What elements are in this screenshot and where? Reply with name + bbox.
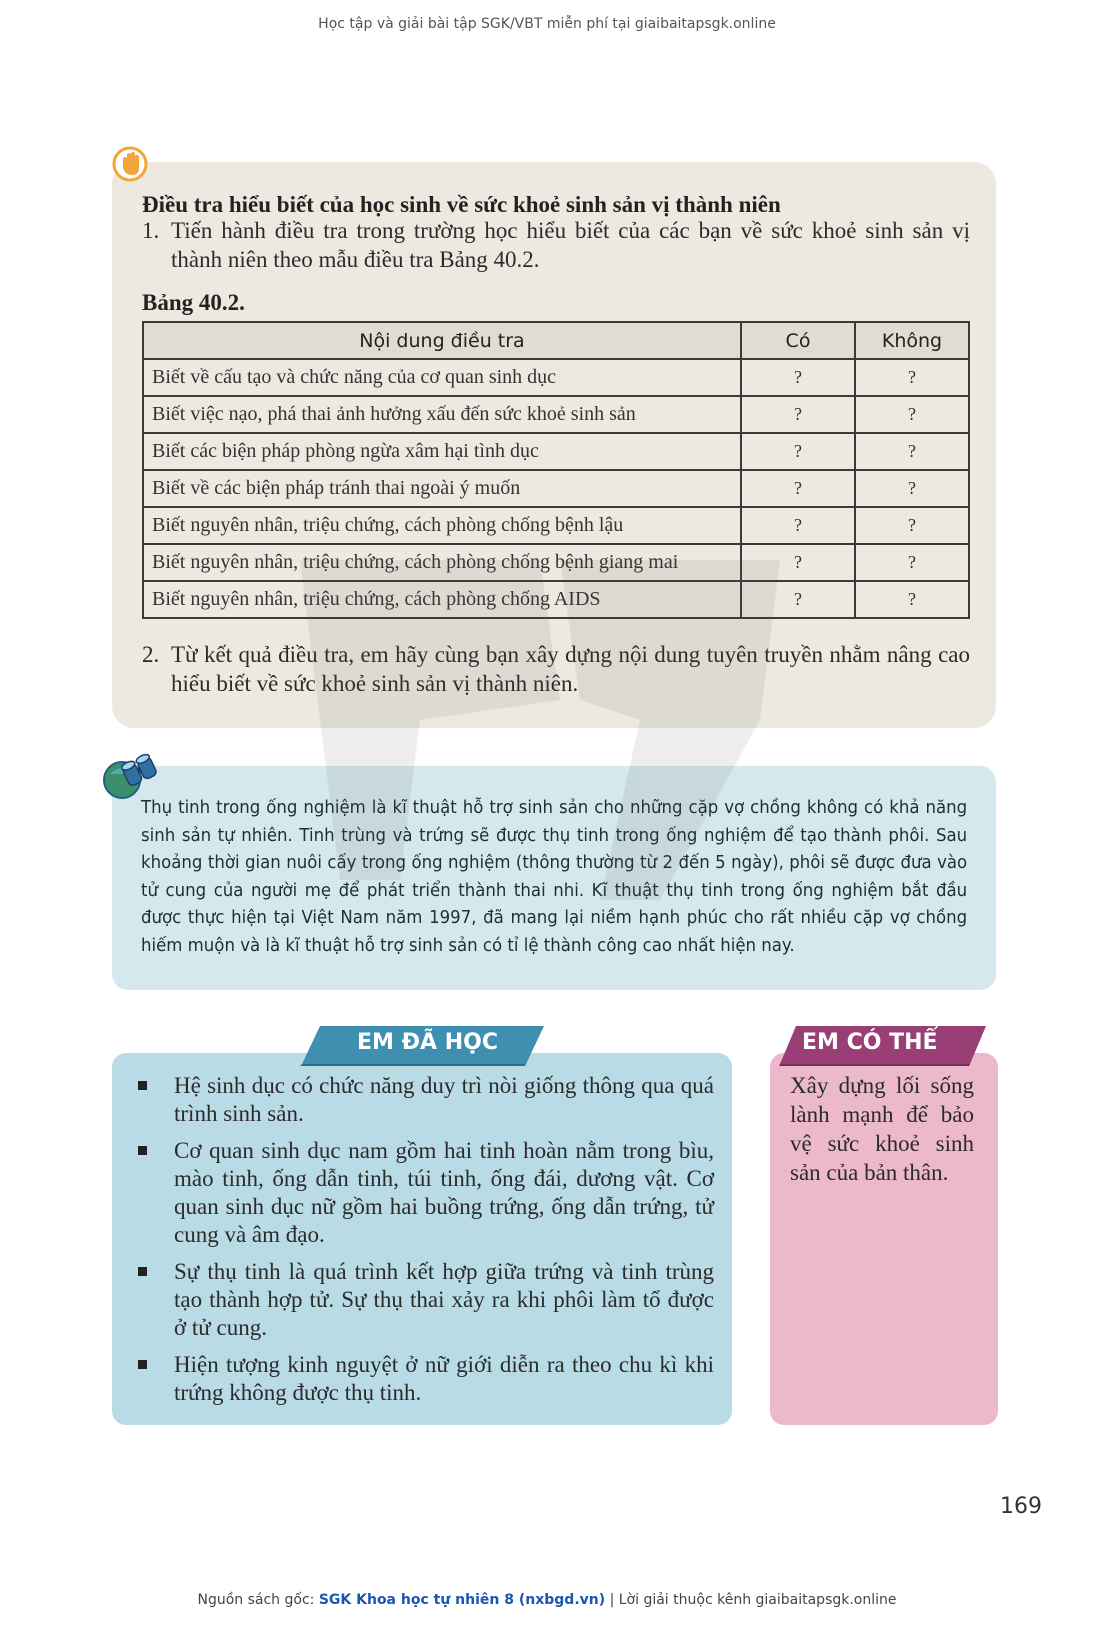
row-content: Biết nguyên nhân, triệu chứng, cách phòng chống bệnh giang mai	[143, 544, 741, 581]
row-content: Biết việc nạo, phá thai ảnh hưởng xấu đến sức khoẻ sinh sản	[143, 396, 741, 433]
row-yes: ?	[741, 433, 855, 470]
row-yes: ?	[741, 507, 855, 544]
table-row	[143, 470, 969, 507]
table-row	[143, 544, 969, 581]
table-row	[143, 433, 969, 470]
row-yes: ?	[741, 359, 855, 396]
row-yes: ?	[741, 396, 855, 433]
row-content: Biết nguyên nhân, triệu chứng, cách phòng chống AIDS	[143, 581, 741, 618]
row-yes: ?	[741, 470, 855, 507]
footer-source-link[interactable]: SGK Khoa học tự nhiên 8 (nxbgd.vn)	[318, 1592, 606, 1608]
table-label: Bảng 40.2.	[142, 290, 245, 315]
activity-title: Điều tra hiểu biết của học sinh về sức khoẻ sinh sản vị thành niên	[142, 192, 781, 217]
header-yes: Có	[741, 322, 855, 359]
table-header-row	[143, 322, 969, 359]
footer-prefix: Nguồn sách gốc:	[197, 1592, 315, 1608]
row-no: ?	[855, 544, 969, 581]
square-bullet-icon	[138, 1081, 147, 1090]
row-no: ?	[855, 507, 969, 544]
row-content: Biết các biện pháp phòng ngừa xâm hại tình dục	[143, 433, 741, 470]
square-bullet-icon	[138, 1146, 147, 1155]
row-content: Biết về các biện pháp tránh thai ngoài ý muốn	[143, 470, 741, 507]
square-bullet-icon	[138, 1360, 147, 1369]
list-item-text: Sự thụ tinh là quá trình kết hợp giữa trứng và tinh trùng tạo thành hợp tử. Sự thụ thai xảy ra khi phôi làm tổ được ở tử cung.	[174, 1259, 714, 1340]
row-no: ?	[855, 433, 969, 470]
activity-item-2	[142, 640, 970, 698]
activity-item-1	[142, 216, 970, 274]
table-row	[143, 359, 969, 396]
table-row	[143, 507, 969, 544]
list-item	[136, 1072, 714, 1128]
row-no: ?	[855, 396, 969, 433]
row-no: ?	[855, 581, 969, 618]
page-number: 169	[1000, 1494, 1042, 1519]
row-yes: ?	[741, 544, 855, 581]
page-header: Học tập và giải bài tập SGK/VBT miễn phí tại giaibaitapsgk.online	[318, 16, 776, 32]
table-row	[143, 581, 969, 618]
square-bullet-icon	[138, 1267, 147, 1276]
row-no: ?	[855, 359, 969, 396]
list-item-text: Hiện tượng kinh nguyệt ở nữ giới diễn ra theo chu kì khi trứng không được thụ tinh.	[174, 1352, 714, 1405]
page-footer	[0, 1592, 1094, 1608]
info-paragraph: Thụ tinh trong ống nghiệm là kĩ thuật hỗ trợ sinh sản cho những cặp vợ chồng không có khả năng sinh sản tự nhiên. Tinh trùng và trứng sẽ được thụ tinh trong ống nghiệm để tạo thành phôi. Sau khoảng thời gian nuôi cấy trong ống nghiệm (thông thường từ 2 đến 5 ngày), phôi sẽ được đưa vào tử cung của người mẹ để phát triển thành thai nhi. Kĩ thuật thụ tinh trong ống nghiệm bắt đầu được thực hiện tại Việt Nam năm 1997, đã mang lại niềm hạnh phúc cho rất nhiều cặp vợ chồng hiếm muộn và là kĩ thuật hỗ trợ sinh sản có tỉ lệ thành công cao nhất hiện nay.	[141, 797, 968, 956]
can-do-tab-label: EM CÓ THỂ	[802, 1030, 938, 1055]
list-item	[136, 1258, 714, 1342]
item-text: Tiến hành điều tra trong trường học hiểu biết của các bạn về sức khoẻ sinh sản vị thành niên theo mẫu điều tra Bảng 40.2.	[171, 218, 970, 272]
table-row	[143, 396, 969, 433]
learned-tab-label: EM ĐÃ HỌC	[357, 1030, 498, 1055]
hand-icon	[112, 146, 152, 186]
binoculars-icon	[102, 752, 160, 800]
item-number: 1.	[142, 218, 160, 243]
can-do-text: Xây dựng lối sống lành mạnh để bảo vệ sức khoẻ sinh sản của bản thân.	[790, 1073, 974, 1185]
list-item	[136, 1351, 714, 1407]
list-item-text: Hệ sinh dục có chức năng duy trì nòi giống thông qua quá trình sinh sản.	[174, 1073, 714, 1126]
survey-table	[142, 321, 970, 619]
list-item-text: Cơ quan sinh dục nam gồm hai tinh hoàn nằm trong bìu, mào tinh, ống dẫn tinh, túi tinh, ống đái, dương vật. Cơ quan sinh dục nữ gồm hai buồng trứng, ống dẫn trứng, tử cung và âm đạo.	[174, 1138, 714, 1247]
row-yes: ?	[741, 581, 855, 618]
learned-list	[136, 1072, 714, 1416]
row-content: Biết nguyên nhân, triệu chứng, cách phòng chống bệnh lậu	[143, 507, 741, 544]
row-content: Biết về cấu tạo và chức năng của cơ quan sinh dục	[143, 359, 741, 396]
item-number: 2.	[142, 642, 160, 667]
item-text: Từ kết quả điều tra, em hãy cùng bạn xây dựng nội dung tuyên truyền nhằm nâng cao hiểu biết về sức khoẻ sinh sản vị thành niên.	[171, 642, 970, 696]
list-item	[136, 1137, 714, 1249]
footer-suffix: | Lời giải thuộc kênh giaibaitapsgk.online	[609, 1592, 897, 1608]
header-no: Không	[855, 322, 969, 359]
header-content: Nội dung điều tra	[143, 322, 741, 359]
row-no: ?	[855, 470, 969, 507]
